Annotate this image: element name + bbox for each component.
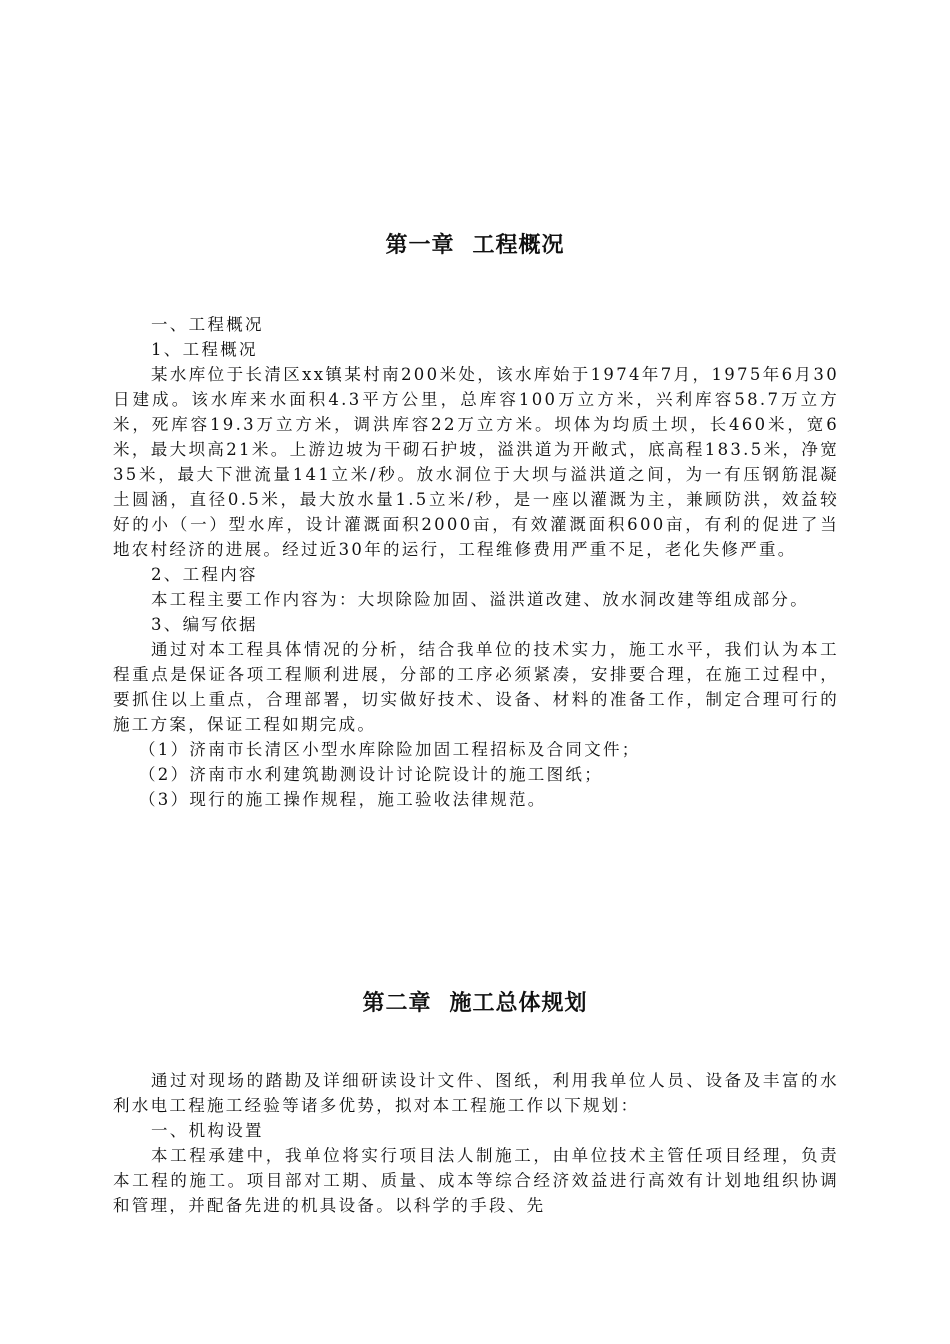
chapter1-number: 第一章 — [385, 233, 455, 258]
chapter2-title — [0, 986, 950, 1017]
chapter1-name: 工程概况 — [472, 233, 565, 258]
section-heading: 一、工程概况 — [151, 315, 264, 334]
list-item: （2）济南市水利建筑勘测设计讨论院设计的施工图纸； — [139, 765, 603, 784]
chapter2-body — [113, 1068, 839, 1218]
list-item: （3）现行的施工操作规程，施工验收法律规范。 — [139, 790, 547, 809]
paragraph: 本工程承建中，我单位将实行项目法人制施工，由单位技术主管任项目经理，负责本工程的施工。项目部对工期、质量、成本等综合经济效益进行高效有计划地组织协调和管理，并配备先进的机具设备。以科学的手段、先 — [113, 1146, 839, 1215]
chapter1-body — [113, 312, 839, 812]
section-heading: 一、机构设置 — [151, 1121, 264, 1140]
subsection-heading: 1、工程概况 — [151, 340, 258, 359]
chapter1-title — [0, 228, 950, 259]
subsection-heading: 2、工程内容 — [151, 565, 258, 584]
subsection-heading: 3、编写依据 — [151, 615, 258, 634]
chapter2-number: 第二章 — [362, 991, 432, 1016]
list-item: （1）济南市长清区小型水库除险加固工程招标及合同文件； — [139, 740, 641, 759]
paragraph: 通过对本工程具体情况的分析，结合我单位的技术实力，施工水平，我们认为本工程重点是保证各项工程顺利进展，分部的工序必须紧凑，安排要合理，在施工过程中，要抓住以上重点，合理部署，切实做好技术、设备、材料的准备工作，制定合理可行的施工方案，保证工程如期完成。 — [113, 640, 839, 734]
paragraph: 某水库位于长清区xx镇某村南200米处，该水库始于1974年7月，1975年6月30日建成。该水库来水面积4.3平方公里，总库容100万立方米，兴利库容58.7万立方米，死库容19.3万立方米，调洪库容22万立方米。坝体为均质土坝，长460米，宽6米，最大坝高21米。上游边坡为干砌石护坡，溢洪道为开敞式，底高程183.5米，净宽35米，最大下泄流量141立米/秒。放水洞位于大坝与溢洪道之间，为一有压钢筋混凝土圆涵，直径0.5米，最大放水量1.5立米/秒，是一座以灌溉为主，兼顾防洪，效益较好的小（一）型水库，设计灌溉面积2000亩，有效灌溉面积600亩，有利的促进了当地农村经济的进展。经过近30年的运行，工程维修费用严重不足，老化失修严重。 — [113, 365, 839, 559]
paragraph: 本工程主要工作内容为：大坝除险加固、溢洪道改建、放水洞改建等组成部分。 — [151, 590, 809, 609]
chapter2-name: 施工总体规划 — [449, 991, 588, 1016]
paragraph: 通过对现场的踏勘及详细研读设计文件、图纸，利用我单位人员、设备及丰富的水利水电工程施工经验等诸多优势，拟对本工程施工作以下规划： — [113, 1071, 839, 1115]
